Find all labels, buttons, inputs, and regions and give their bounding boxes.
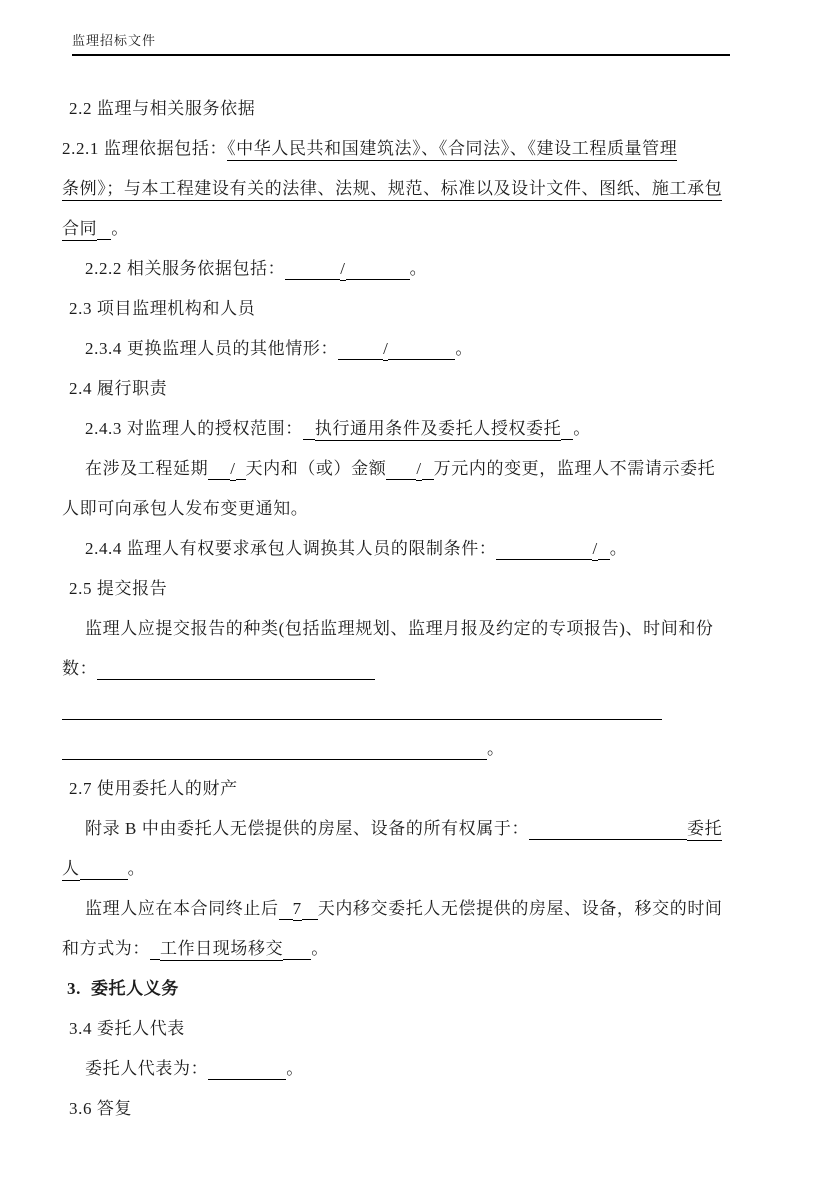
text-run: 数： (62, 659, 98, 678)
document-line (62, 889, 730, 929)
document-body (62, 89, 730, 1129)
page-header: 监理招标文件 (72, 30, 730, 56)
text-run: 。 (573, 419, 591, 438)
blank-field (529, 819, 687, 840)
filled-in-text: 《中华人民共和国建筑法》、《合同法》、《建设工程质量管理 (227, 139, 677, 161)
document-line (62, 609, 730, 649)
document-line (62, 729, 730, 769)
document-line (62, 1089, 730, 1129)
document-line (62, 369, 730, 409)
text-run: 万元内的变更，监理人不需请示委托 (433, 459, 716, 478)
blank-field (62, 699, 662, 720)
document-line (62, 129, 730, 169)
blank-field (283, 939, 311, 960)
text-run: 2.3 项目监理机构和人员 (69, 299, 256, 318)
blank-field (80, 859, 128, 880)
text-run: 3.6 答复 (69, 1099, 133, 1118)
text-run: 2.5 提交报告 (69, 579, 168, 598)
text-run: 2.2.1 监理依据包括： (62, 139, 228, 158)
text-run: 监理人应提交报告的种类(包括监理规划、监理月报及约定的专项报告)、时间和份 (85, 619, 714, 638)
document-line (62, 89, 730, 129)
text-run: 2.4.3 对监理人的授权范围： (85, 419, 303, 438)
text-run: 天内和（或）金额 (245, 459, 387, 478)
filled-in-text: 执行通用条件及委托人授权委托 (315, 419, 561, 441)
text-run: 2.4.4 监理人有权要求承包人调换其人员的限制条件： (85, 539, 497, 558)
document-page (0, 30, 827, 1199)
blank-field (279, 899, 293, 920)
filled-in-text: / (230, 459, 235, 481)
filled-in-text: / (416, 459, 421, 481)
text-run: 。 (455, 339, 473, 358)
text-run: 2.7 使用委托人的财产 (69, 779, 238, 798)
text-run: 委托人代表为： (85, 1059, 209, 1078)
document-line (62, 329, 730, 369)
blank-field (302, 899, 318, 920)
filled-in-text: 条例》；与本工程建设有关的法律、法规、规范、标准以及设计文件、图纸、施工承包 (62, 179, 722, 201)
text-run: 。 (609, 539, 628, 558)
blank-field (62, 739, 487, 760)
blank-field (208, 1059, 286, 1080)
text-run: 委托人义务 (90, 979, 179, 998)
text-run: 和方式为： (62, 939, 150, 958)
text-run: 天内移交委托人无偿提供的房屋、设备，移交的时间 (317, 899, 723, 918)
text-run: 。 (487, 739, 505, 758)
blank-field (303, 419, 315, 440)
text-run: 。 (127, 859, 146, 878)
blank-field (208, 459, 230, 480)
document-line (62, 809, 730, 849)
filled-in-text: 合同 (62, 219, 97, 241)
text-run: 附录 B 中由委托人无偿提供的房屋、设备的所有权属于： (85, 819, 530, 838)
document-line (62, 769, 730, 809)
document-line (62, 689, 730, 729)
document-line (62, 209, 730, 249)
text-run: 。 (111, 219, 129, 238)
document-line (62, 489, 730, 529)
filled-in-text: 工作日现场移交 (160, 939, 283, 961)
blank-field (598, 539, 610, 560)
text-run: 人即可向承包人发布变更通知。 (62, 499, 309, 518)
blank-field (422, 459, 434, 480)
blank-field (388, 339, 455, 360)
blank-field (150, 939, 160, 960)
blank-field (97, 219, 111, 240)
text-run: 。 (286, 1059, 304, 1078)
document-line (62, 929, 730, 969)
document-line (62, 449, 730, 489)
document-line (62, 249, 730, 289)
blank-field (285, 259, 340, 280)
document-line (62, 1009, 730, 1049)
filled-in-text: 委托 (687, 819, 722, 841)
text-run: 3.4 委托人代表 (69, 1019, 185, 1038)
document-line (62, 289, 730, 329)
text-run: 3. (67, 979, 81, 998)
blank-field (386, 459, 416, 480)
text-run: 在涉及工程延期 (85, 459, 209, 478)
document-line (62, 529, 730, 569)
text-run: 2.4 履行职责 (69, 379, 168, 398)
document-line (62, 849, 730, 889)
blank-field (346, 259, 410, 280)
blank-field (561, 419, 573, 440)
filled-in-text: / (340, 259, 345, 281)
document-line (62, 569, 730, 609)
document-line (62, 1049, 730, 1089)
text-run: 2.3.4 更换监理人员的其他情形： (85, 339, 339, 358)
text-run: 。 (311, 939, 329, 958)
document-line (62, 969, 730, 1009)
filled-in-text: / (592, 539, 597, 561)
blank-field (496, 539, 592, 560)
text-run: 监理人应在本合同终止后 (85, 899, 279, 918)
filled-in-text: 人 (62, 859, 80, 881)
document-line (62, 169, 730, 209)
filled-in-text: 7 (293, 899, 302, 921)
blank-field (97, 659, 375, 680)
blank-field (236, 459, 246, 480)
document-line (62, 409, 730, 449)
text-run: 。 (409, 259, 428, 278)
blank-field (338, 339, 383, 360)
text-run: 2.2.2 相关服务依据包括： (85, 259, 286, 278)
document-line (62, 649, 730, 689)
text-run: 2.2 监理与相关服务依据 (69, 99, 256, 118)
filled-in-text: / (383, 339, 388, 361)
